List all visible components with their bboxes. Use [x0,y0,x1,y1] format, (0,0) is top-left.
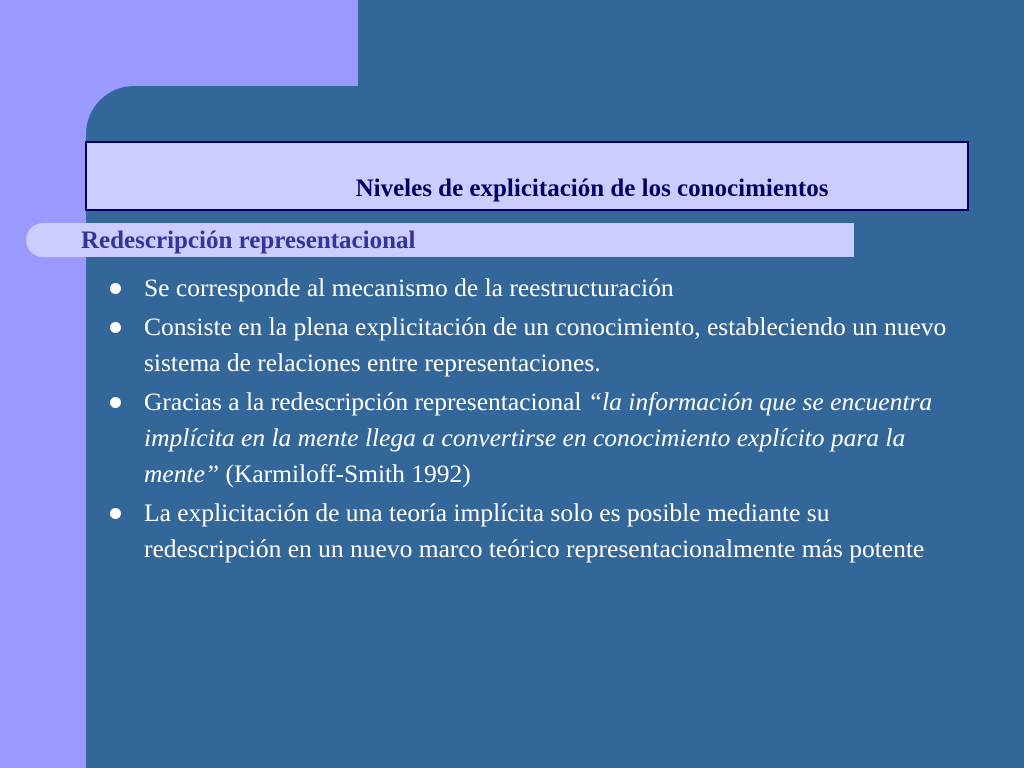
bullet-text [144,387,932,488]
bullet-dot-icon [110,322,121,333]
citation-text: (Karmiloff-Smith 1992) [219,459,471,488]
bullet-dot-icon [110,283,121,294]
bullet-text: La explicitación de una teoría implícita solo es posible mediante su redescripción en un nuevo marco teórico representacionalmente más potente [144,498,925,563]
bullet-text: Consiste en la plena explicitación de un conocimiento, estableciendo un nuevo sistema de relaciones entre representaciones. [144,312,947,377]
list-item [104,384,954,492]
slide-title: Niveles de explicitación de los conocimientos [355,175,829,202]
list-item [104,270,954,306]
bullet-dot-icon [110,397,121,408]
list-item [104,309,954,381]
bullet-dot-icon [110,508,121,519]
bullet-text: Se corresponde al mecanismo de la reestructuración [144,273,674,302]
list-item [104,495,954,567]
slide-subtitle: Redescripción representacional [81,227,416,254]
subtitle-bar [26,223,854,257]
bullet-text-lead: Gracias a la redescripción representacional [144,387,588,416]
title-box [85,141,969,211]
bullet-list [104,270,954,570]
quote-text: “la información que se encuentra implícita en la mente llega a convertirse en conocimiento explícito para la mente” [144,387,933,488]
decorative-top-strip [358,0,1024,86]
